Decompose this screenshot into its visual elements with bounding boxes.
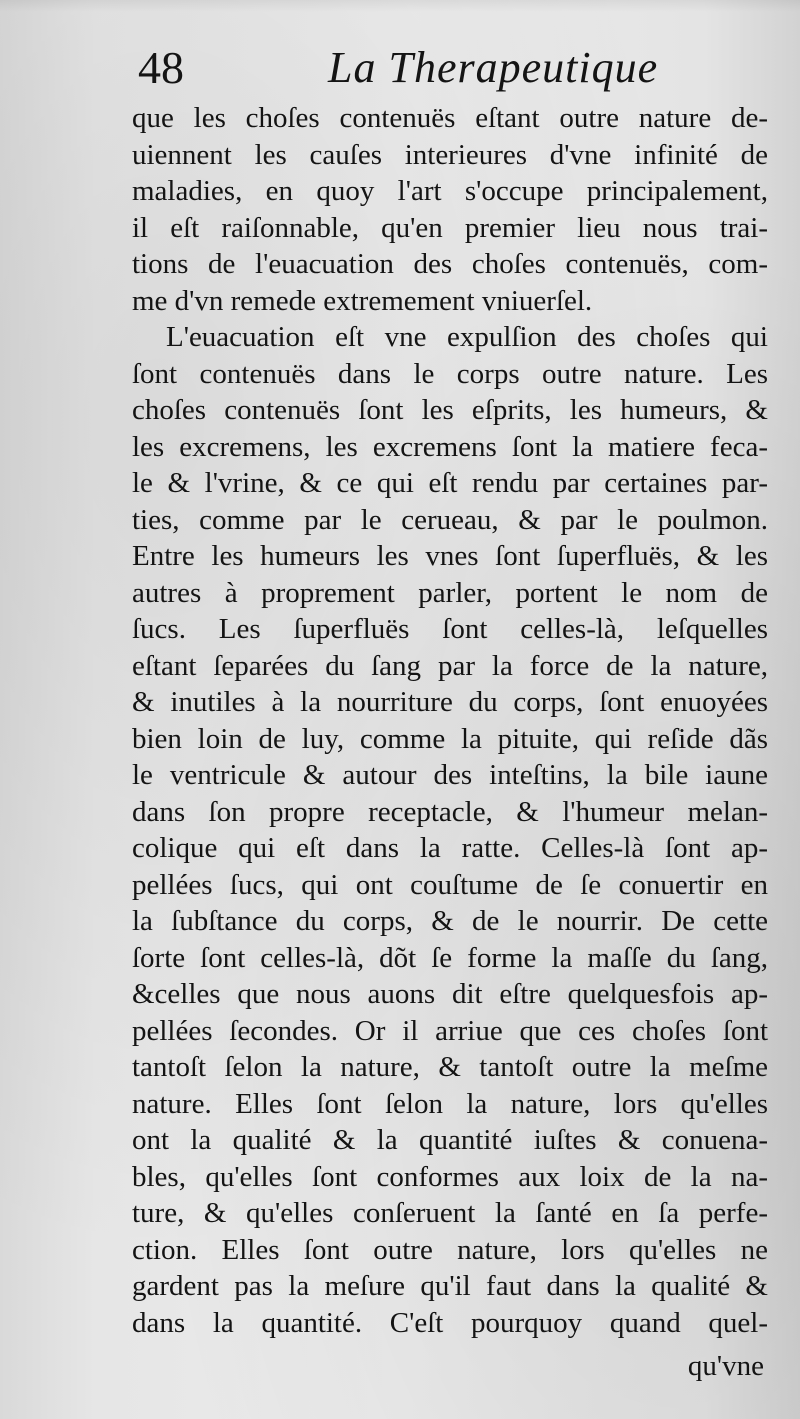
text-line: pellées ſucs, qui ont couſtume de ſe conuertir en [132, 868, 768, 901]
text-line: les excremens, les excremens ſont la matiere feca- [132, 430, 768, 463]
page-number: 48 [138, 42, 184, 93]
catchword: qu'vne [687, 1350, 764, 1382]
text-line: choſes contenuës ſont les eſprits, les humeurs, & [132, 394, 768, 426]
text-line: il eſt raiſonnable, qu'en premier lieu nous trai- [132, 211, 768, 244]
text-line: pellées ſecondes. Or il arriue que ces choſes ſont [132, 1014, 768, 1047]
text-line: tantoſt ſelon la nature, & tantoſt outre la meſme [132, 1051, 768, 1083]
text-line: bien loin de luy, comme la pituite, qui reſide dãs [132, 722, 768, 755]
text-line: que les choſes contenuës eſtant outre nature de- [132, 102, 768, 134]
body-text [132, 100, 768, 1341]
text-line: gardent pas la meſure qu'il faut dans la qualité & [132, 1270, 768, 1302]
text-line: le & l'vrine, & ce qui eſt rendu par certaines par- [132, 467, 768, 499]
text-line: eſtant ſeparées du ſang par la force de la nature, [132, 649, 768, 682]
text-line: ties, comme par le cerueau, & par le poulmon. [132, 503, 768, 536]
text-line: tions de l'euacuation des choſes contenuës, com- [132, 248, 768, 280]
text-line: uiennent les cauſes interieures d'vne infinité de [132, 138, 768, 171]
page-header [138, 38, 778, 98]
text-line: nature. Elles ſont ſelon la nature, lors qu'elles [132, 1087, 768, 1120]
text-line: colique qui eſt dans la ratte. Celles-là ſont ap- [132, 832, 768, 864]
text-line: ont la qualité & la quantité iuſtes & conuena- [132, 1124, 768, 1156]
text-line: & inutiles à la nourriture du corps, ſont enuoyées [132, 686, 768, 718]
text-line: ſont contenuës dans le corps outre nature. Les [132, 357, 768, 390]
text-line: ſorte ſont celles-là, dõt ſe forme la maſſe du ſang, [132, 941, 768, 974]
text-line: autres à proprement parler, portent le nom de [132, 576, 768, 609]
text-line: la ſubſtance du corps, & de le nourrir. De cette [132, 905, 768, 937]
text-line: ſucs. Les ſuperfluës ſont celles-là, leſquelles [132, 613, 768, 645]
text-line: bles, qu'elles ſont conformes aux loix de la na- [132, 1160, 768, 1193]
paragraph-start-line: L'euacuation eſt vne expulſion des choſes qui [166, 321, 768, 353]
text-line: le ventricule & autour des inteſtins, la bile iaune [132, 759, 768, 791]
text-line: ture, & qu'elles conſeruent la ſanté en ſa perfe- [132, 1197, 768, 1229]
text-line: Entre les humeurs les vnes ſont ſuperfluës, & les [132, 540, 768, 572]
text-line: dans ſon propre receptacle, & l'humeur melan- [132, 795, 768, 828]
text-line: ction. Elles ſont outre nature, lors qu'elles ne [132, 1233, 768, 1266]
text-line: &celles que nous auons dit eſtre quelquesfois ap- [132, 978, 768, 1010]
text-line: dans la quantité. C'eſt pourquoy quand quel- [132, 1306, 768, 1339]
running-title: La Therapeutique [328, 43, 659, 92]
page-edge-shadow [0, 0, 800, 12]
text-line: me d'vn remede extremement vniuerſel. [132, 284, 593, 317]
text-line: maladies, en quoy l'art s'occupe principalement, [132, 175, 768, 207]
